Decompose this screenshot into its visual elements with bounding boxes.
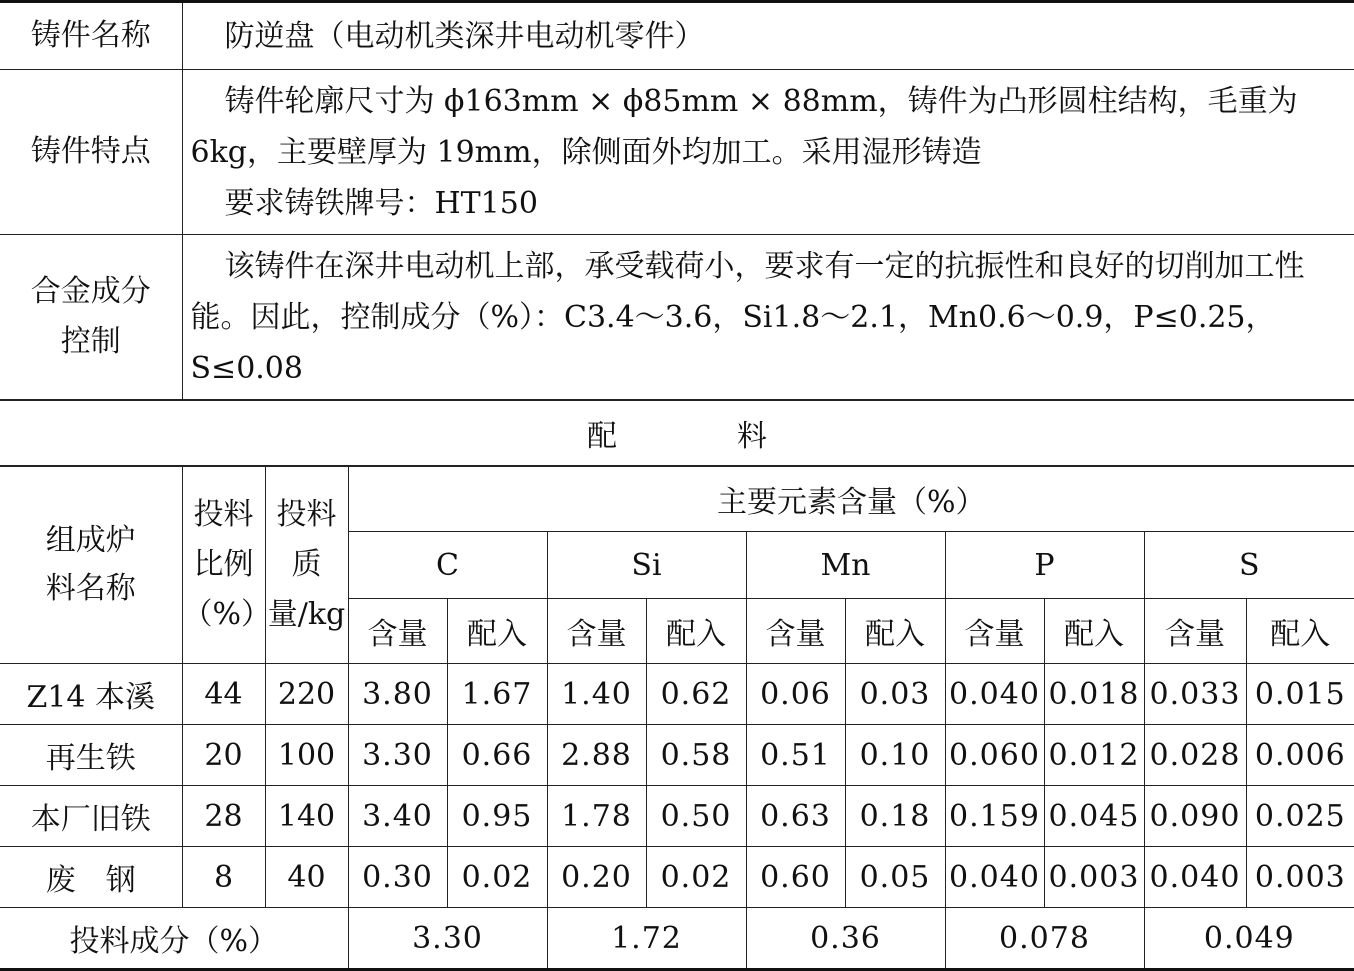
total-p: 0.078	[945, 908, 1144, 970]
row-mn-content: 0.60	[746, 847, 845, 908]
header-element-c: C	[348, 532, 547, 599]
batching-title-left: 配	[587, 419, 617, 454]
row-c-added: 0.02	[447, 847, 547, 908]
row-material-name: 再生铁	[0, 725, 182, 786]
features-grade: 要求铸铁牌号：HT150	[224, 185, 538, 221]
header-p-content: 含量	[945, 599, 1044, 664]
header-elements: 主要元素含量（%）	[348, 467, 1354, 532]
row-mn-content: 0.06	[746, 664, 845, 725]
row-s-added: 0.015	[1246, 664, 1354, 725]
header-mass: 投料质量/kg	[265, 467, 348, 664]
row-si-content: 2.88	[547, 725, 646, 786]
row-si-content: 1.40	[547, 664, 646, 725]
casting-features-label: 铸件特点	[0, 70, 182, 235]
row-mass: 100	[265, 725, 348, 786]
row-ratio: 28	[182, 786, 265, 847]
table-row	[0, 725, 1354, 786]
row-si-added: 0.02	[646, 847, 746, 908]
batching-title	[0, 401, 1354, 466]
row-ratio: 20	[182, 725, 265, 786]
casting-name-value: 防逆盘（电动机类深井电动机零件）	[182, 2, 1354, 70]
row-mn-added: 0.18	[845, 786, 945, 847]
row-material-name: 本厂旧铁	[0, 786, 182, 847]
row-p-content: 0.159	[945, 786, 1044, 847]
row-mn-content: 0.63	[746, 786, 845, 847]
total-c: 3.30	[348, 908, 547, 970]
batching-table	[0, 466, 1354, 971]
row-p-content: 0.060	[945, 725, 1044, 786]
row-s-added: 0.006	[1246, 725, 1354, 786]
row-c-added: 1.67	[447, 664, 547, 725]
header-p-added: 配入	[1044, 599, 1144, 664]
row-s-content: 0.028	[1144, 725, 1246, 786]
row-s-content: 0.033	[1144, 664, 1246, 725]
table-row	[0, 664, 1354, 725]
header-element-si: Si	[547, 532, 746, 599]
batching-title-right: 料	[737, 419, 767, 454]
table-row	[0, 786, 1354, 847]
totals-label: 投料成分（%）	[0, 908, 348, 970]
alloy-control-row	[0, 235, 1354, 400]
row-s-added: 0.025	[1246, 786, 1354, 847]
header-s-added: 配入	[1246, 599, 1354, 664]
row-mn-added: 0.05	[845, 847, 945, 908]
row-ratio: 44	[182, 664, 265, 725]
row-si-added: 0.58	[646, 725, 746, 786]
row-material-name: Z14 本溪	[0, 664, 182, 725]
header-s-content: 含量	[1144, 599, 1246, 664]
row-mn-added: 0.03	[845, 664, 945, 725]
row-c-content: 0.30	[348, 847, 447, 908]
row-ratio: 8	[182, 847, 265, 908]
row-p-added: 0.003	[1044, 847, 1144, 908]
header-material: 组成炉料名称	[0, 467, 182, 664]
row-s-added: 0.003	[1246, 847, 1354, 908]
alloy-control-label: 合金成分控制	[0, 235, 182, 400]
header-element-p: P	[945, 532, 1144, 599]
casting-features-row	[0, 70, 1354, 235]
header-si-added: 配入	[646, 599, 746, 664]
table-row	[0, 847, 1354, 908]
header-mn-content: 含量	[746, 599, 845, 664]
row-s-content: 0.090	[1144, 786, 1246, 847]
header-c-added: 配入	[447, 599, 547, 664]
row-mn-content: 0.51	[746, 725, 845, 786]
header-mn-added: 配入	[845, 599, 945, 664]
total-mn: 0.36	[746, 908, 945, 970]
header-row-1	[0, 467, 1354, 532]
row-si-added: 0.62	[646, 664, 746, 725]
alloy-control-value: 该铸件在深井电动机上部，承受载荷小，要求有一定的抗振性和良好的切削加工性能。因此，控制成分（%）：C3.4～3.6，Si1.8～2.1，Mn0.6～0.9，P≤0.25，S≤0.08	[182, 235, 1354, 400]
row-p-added: 0.045	[1044, 786, 1144, 847]
total-si: 1.72	[547, 908, 746, 970]
row-s-content: 0.040	[1144, 847, 1246, 908]
casting-name-row	[0, 2, 1354, 70]
row-p-added: 0.018	[1044, 664, 1144, 725]
row-c-added: 0.66	[447, 725, 547, 786]
totals-row	[0, 908, 1354, 970]
row-p-added: 0.012	[1044, 725, 1144, 786]
header-si-content: 含量	[547, 599, 646, 664]
row-c-added: 0.95	[447, 786, 547, 847]
row-si-content: 0.20	[547, 847, 646, 908]
row-c-content: 3.80	[348, 664, 447, 725]
casting-features-value	[182, 70, 1354, 235]
row-si-content: 1.78	[547, 786, 646, 847]
casting-info-table	[0, 0, 1354, 400]
row-mn-added: 0.10	[845, 725, 945, 786]
row-si-added: 0.50	[646, 786, 746, 847]
header-ratio: 投料比例（%）	[182, 467, 265, 664]
features-text: 铸件轮廓尺寸为 ϕ163mm × ϕ85mm × 88mm，铸件为凸形圆柱结构，毛重为6kg，主要壁厚为 19mm，除侧面外均加工。采用湿形铸造	[190, 83, 1298, 170]
row-mass: 220	[265, 664, 348, 725]
row-c-content: 3.40	[348, 786, 447, 847]
batching-title-table	[0, 400, 1354, 466]
row-mass: 40	[265, 847, 348, 908]
row-mass: 140	[265, 786, 348, 847]
row-material-name: 废 钢	[0, 847, 182, 908]
row-c-content: 3.30	[348, 725, 447, 786]
header-element-s: S	[1144, 532, 1354, 599]
row-p-content: 0.040	[945, 847, 1044, 908]
row-p-content: 0.040	[945, 664, 1044, 725]
header-c-content: 含量	[348, 599, 447, 664]
casting-name-label: 铸件名称	[0, 2, 182, 70]
total-s: 0.049	[1144, 908, 1354, 970]
header-element-mn: Mn	[746, 532, 945, 599]
